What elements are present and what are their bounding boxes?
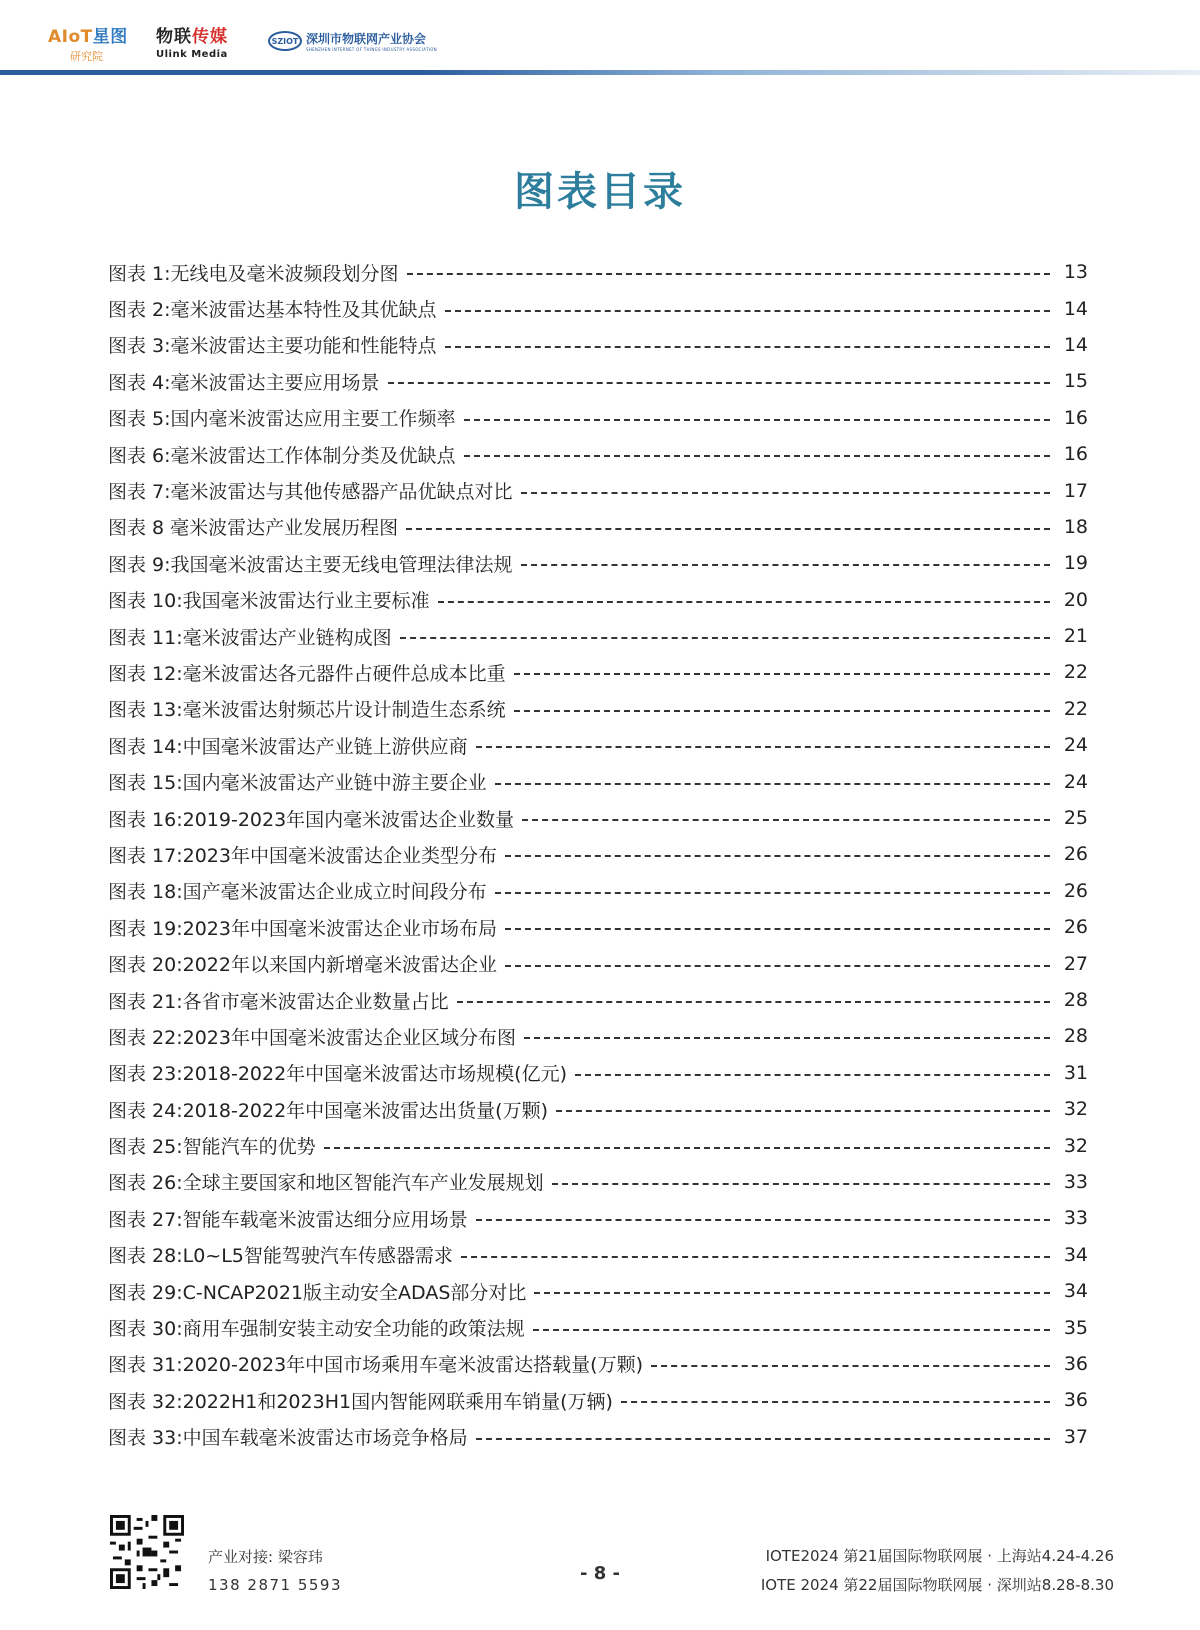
aiot-logo	[48, 22, 128, 64]
toc-label: 图表 4:毫米波雷达主要应用场景	[108, 371, 380, 394]
toc-leader	[388, 382, 1050, 384]
toc-label: 图表 6:毫米波雷达工作体制分类及优缺点	[108, 444, 456, 467]
sziot-name: 深圳市物联网产业协会	[306, 32, 427, 46]
toc-row[interactable]	[108, 654, 1088, 690]
toc-page-number: 36	[1063, 1389, 1088, 1412]
toc-leader	[461, 1256, 1050, 1258]
ulink-logo-accent: 传媒	[192, 27, 228, 47]
toc-page-number: 26	[1063, 843, 1088, 866]
toc-page-number: 14	[1063, 333, 1088, 356]
ulink-logo-sub: Ulink Media	[156, 49, 228, 60]
toc-row[interactable]	[108, 1055, 1088, 1091]
toc-label: 图表 21:各省市毫米波雷达企业数量占比	[108, 990, 449, 1013]
toc-label: 图表 24:2018-2022年中国毫米波雷达出货量(万颗)	[108, 1099, 549, 1122]
toc-page-number: 25	[1063, 807, 1088, 830]
toc-leader	[476, 1219, 1050, 1221]
toc-label: 图表 9:我国毫米波雷达主要无线电管理法律法规	[108, 553, 513, 576]
event-shenzhen: IOTE 2024 第22届国际物联网展 · 深圳站8.28-8.30	[760, 1576, 1114, 1594]
toc-leader	[514, 710, 1050, 712]
toc-label: 图表 7:毫米波雷达与其他传感器产品优缺点对比	[108, 481, 513, 504]
toc-label: 图表 30:商用车强制安装主动安全功能的政策法规	[108, 1318, 525, 1341]
toc-label: 图表 29:C-NCAP2021版主动安全ADAS部分对比	[108, 1281, 527, 1304]
toc-page-number: 35	[1063, 1316, 1088, 1339]
toc-leader	[407, 273, 1050, 275]
toc-page-number: 32	[1063, 1098, 1088, 1121]
toc-leader	[522, 819, 1050, 821]
toc-leader	[400, 637, 1050, 639]
toc-row[interactable]	[108, 1018, 1088, 1054]
toc-leader	[464, 455, 1050, 457]
toc-label: 图表 19:2023年中国毫米波雷达企业市场布局	[108, 917, 497, 940]
toc-page-number: 28	[1063, 989, 1088, 1011]
toc-leader	[476, 746, 1050, 748]
toc-row[interactable]	[108, 873, 1088, 909]
toc-leader	[324, 1147, 1050, 1149]
toc-leader	[552, 1183, 1050, 1185]
toc-label: 图表 18:国产毫米波雷达企业成立时间段分布	[108, 881, 487, 904]
toc-label: 图表 23:2018-2022年中国毫米波雷达市场规模(亿元)	[108, 1063, 568, 1086]
toc-label: 图表 12:毫米波雷达各元器件占硬件总成本比重	[108, 662, 506, 685]
toc-row[interactable]	[108, 618, 1088, 654]
toc-leader	[457, 1001, 1050, 1003]
toc-row[interactable]	[108, 1091, 1088, 1127]
sziot-logo	[268, 30, 437, 52]
aiot-logo-accent: 星图	[92, 27, 128, 47]
toc-label: 图表 10:我国毫米波雷达行业主要标准	[108, 590, 430, 613]
toc-leader	[438, 601, 1050, 603]
toc-row[interactable]	[108, 363, 1088, 399]
toc-row[interactable]	[108, 1237, 1088, 1273]
toc-page-number: 28	[1063, 1025, 1088, 1048]
toc-leader	[445, 346, 1050, 348]
toc-row[interactable]	[108, 691, 1088, 727]
toc-row[interactable]	[108, 400, 1088, 436]
toc-page-number: 32	[1063, 1134, 1088, 1157]
toc-page-number: 21	[1063, 625, 1088, 648]
toc-leader	[445, 310, 1050, 312]
toc-label: 图表 15:国内毫米波雷达产业链中游主要企业	[108, 772, 487, 795]
toc-row[interactable]	[108, 582, 1088, 618]
header-rule	[0, 70, 1200, 75]
page-number: - 8 -	[580, 1563, 620, 1584]
toc-leader	[575, 1074, 1050, 1076]
page-header	[0, 0, 1200, 80]
sziot-sub: SHENZHEN INTERNET OF THINGS INDUSTRY ASSOCIATION	[306, 47, 437, 52]
toc-page-number: 24	[1063, 734, 1088, 757]
toc-row[interactable]	[108, 836, 1088, 872]
toc-label: 图表 16:2019-2023年国内毫米波雷达企业数量	[108, 808, 515, 831]
toc-label: 图表 2:毫米波雷达基本特性及其优缺点	[108, 299, 437, 322]
toc-page-number: 22	[1063, 661, 1088, 684]
toc-page-number: 37	[1063, 1425, 1088, 1448]
toc-page-number: 34	[1063, 1280, 1088, 1303]
toc-row[interactable]	[108, 945, 1088, 981]
toc-row[interactable]	[108, 909, 1088, 945]
toc-row[interactable]	[108, 1273, 1088, 1309]
toc-leader	[521, 492, 1050, 494]
toc-page-number: 16	[1063, 443, 1088, 466]
toc-leader	[556, 1110, 1050, 1112]
ulink-logo-prefix: 物联	[156, 27, 192, 47]
toc-leader	[464, 419, 1050, 421]
toc-page-number: 36	[1063, 1352, 1088, 1375]
toc-row[interactable]	[108, 472, 1088, 508]
toc-row[interactable]	[108, 327, 1088, 363]
toc-page-number: 33	[1063, 1207, 1088, 1230]
toc-label: 图表 22:2023年中国毫米波雷达企业区域分布图	[108, 1026, 516, 1049]
toc-page-number: 19	[1063, 552, 1088, 575]
toc-leader	[476, 1438, 1050, 1440]
contact-phone: 138 2871 5593	[208, 1576, 343, 1594]
toc-leader	[514, 673, 1050, 675]
toc-page-number: 24	[1063, 770, 1088, 793]
toc-page-number: 27	[1063, 952, 1088, 975]
contact-label: 产业对接: 梁容玮	[208, 1548, 323, 1566]
toc-page-number: 20	[1063, 588, 1088, 611]
toc-row[interactable]	[108, 1382, 1088, 1418]
toc-row[interactable]	[108, 1200, 1088, 1236]
toc-label: 图表 17:2023年中国毫米波雷达企业类型分布	[108, 844, 497, 867]
toc-label: 图表 8 毫米波雷达产业发展历程图	[108, 517, 399, 540]
aiot-logo-main: AIoT	[48, 27, 93, 47]
toc-row[interactable]	[108, 1164, 1088, 1200]
toc-label: 图表 5:国内毫米波雷达应用主要工作频率	[108, 408, 456, 431]
toc-leader	[533, 1329, 1050, 1331]
toc-row[interactable]	[108, 800, 1088, 836]
toc-leader	[524, 1037, 1050, 1039]
toc-page-number: 18	[1063, 515, 1088, 538]
page-title: 图表目录	[514, 169, 686, 215]
toc-page-number: 31	[1063, 1061, 1088, 1084]
toc-row[interactable]	[108, 290, 1088, 326]
toc-row[interactable]	[108, 436, 1088, 472]
toc-row[interactable]	[108, 509, 1088, 545]
toc-row[interactable]	[108, 254, 1088, 290]
toc-page-number: 16	[1063, 406, 1088, 429]
toc-row[interactable]	[108, 1309, 1088, 1345]
toc-label: 图表 28:L0~L5智能驾驶汽车传感器需求	[108, 1245, 453, 1268]
toc-page-number: 26	[1063, 916, 1088, 939]
toc-label: 图表 27:智能车载毫米波雷达细分应用场景	[108, 1208, 468, 1231]
toc-leader	[651, 1365, 1050, 1367]
toc-page-number: 14	[1063, 297, 1088, 320]
toc-leader	[505, 965, 1050, 967]
toc-label: 图表 31:2020-2023年中国市场乘用车毫米波雷达搭载量(万颗)	[108, 1354, 644, 1377]
toc-label: 图表 33:中国车载毫米波雷达市场竞争格局	[108, 1427, 468, 1450]
toc-page-number: 34	[1063, 1243, 1088, 1266]
event-notice	[761, 1542, 1114, 1600]
toc-leader	[521, 564, 1050, 566]
toc-label: 图表 25:智能汽车的优势	[108, 1136, 316, 1159]
toc-label: 图表 20:2022年以来国内新增毫米波雷达企业	[108, 954, 497, 977]
toc-leader	[534, 1292, 1050, 1294]
toc-page-number: 26	[1063, 879, 1088, 902]
table-of-figures	[108, 254, 1088, 1455]
toc-row[interactable]	[108, 982, 1088, 1018]
toc-page-number: 22	[1063, 697, 1088, 720]
toc-page-number: 15	[1063, 370, 1088, 393]
toc-leader	[495, 892, 1050, 894]
toc-row[interactable]	[108, 1127, 1088, 1163]
toc-label: 图表 32:2022H1和2023H1国内智能网联乘用车销量(万辆)	[108, 1390, 613, 1413]
ulink-media-logo	[156, 22, 228, 60]
toc-label: 图表 26:全球主要国家和地区智能汽车产业发展规划	[108, 1172, 544, 1195]
toc-row[interactable]	[108, 727, 1088, 763]
toc-label: 图表 1:无线电及毫米波频段划分图	[108, 262, 399, 285]
sziot-badge: SZIOT	[268, 31, 302, 51]
toc-row[interactable]	[108, 1419, 1088, 1455]
toc-row[interactable]	[108, 1346, 1088, 1382]
toc-leader	[505, 855, 1050, 857]
toc-leader	[495, 783, 1050, 785]
toc-row[interactable]	[108, 545, 1088, 581]
toc-leader	[406, 528, 1050, 530]
toc-label: 图表 3:毫米波雷达主要功能和性能特点	[108, 335, 437, 358]
toc-page-number: 13	[1063, 261, 1088, 284]
toc-page-number: 33	[1063, 1170, 1088, 1193]
toc-label: 图表 13:毫米波雷达射频芯片设计制造生态系统	[108, 699, 506, 722]
event-shanghai: IOTE2024 第21届国际物联网展 · 上海站4.24-4.26	[765, 1547, 1114, 1565]
toc-page-number: 17	[1063, 479, 1088, 502]
aiot-logo-sub: 研究院	[70, 50, 103, 63]
toc-label: 图表 14:中国毫米波雷达产业链上游供应商	[108, 735, 468, 758]
toc-leader	[505, 928, 1050, 930]
toc-label: 图表 11:毫米波雷达产业链构成图	[108, 626, 392, 649]
toc-leader	[621, 1401, 1050, 1403]
toc-row[interactable]	[108, 763, 1088, 799]
